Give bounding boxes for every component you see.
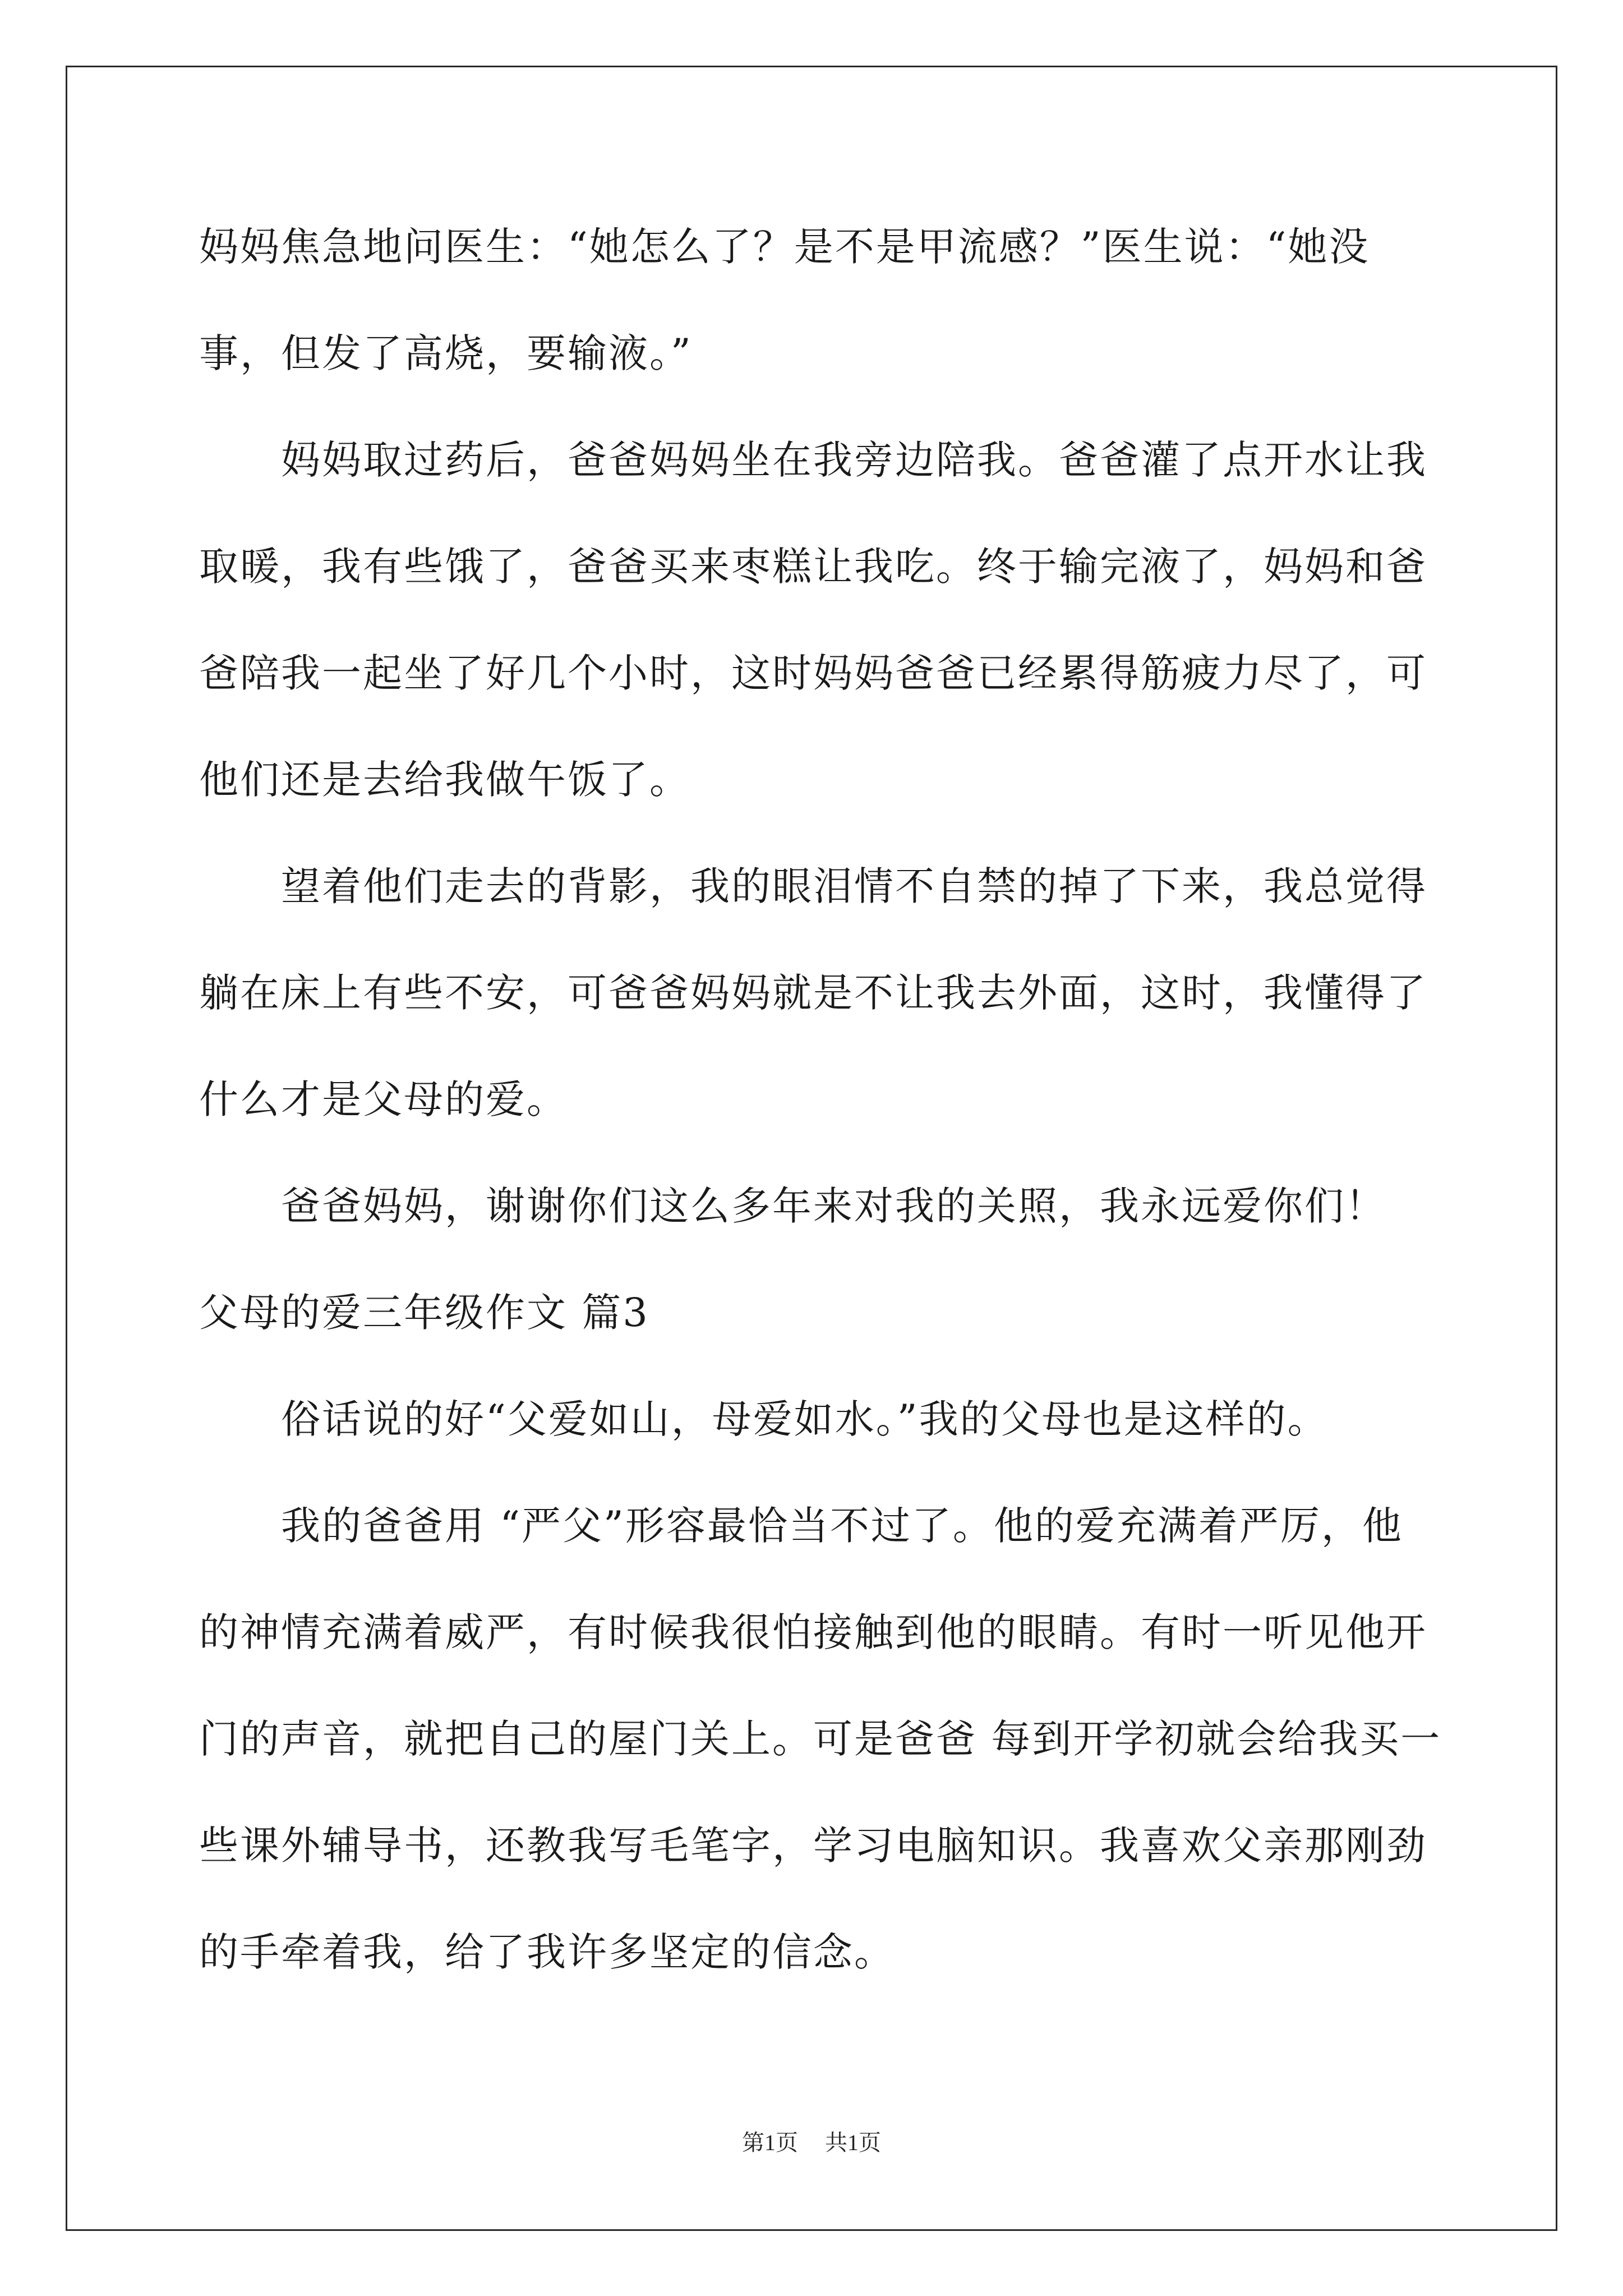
section-heading: 父母的爱三年级作文 篇3 — [199, 1290, 649, 1336]
text-line: 事，但发了高烧，要输液。” — [199, 330, 693, 376]
text-line: 我的爸爸用 “严父”形容最恰当不过了。他的爱充满着严厉，他 — [281, 1503, 1403, 1549]
text-line: 取暖，我有些饿了，爸爸买来枣糕让我吃。终于输完液了，妈妈和爸 — [199, 544, 1427, 590]
page-number: 第1页 — [742, 2130, 798, 2155]
text-line: 望着他们走去的背影，我的眼泪情不自禁的掉了下来，我总觉得 — [281, 863, 1427, 909]
text-line: 妈妈焦急地问医生：“她怎么了？是不是甲流感？”医生说：“她没 — [199, 224, 1370, 270]
page-footer — [0, 2129, 1623, 2157]
text-line: 他们还是去给我做午饭了。 — [199, 757, 690, 803]
text-line: 爸陪我一起坐了好几个小时，这时妈妈爸爸已经累得筋疲力尽了，可 — [199, 650, 1427, 696]
text-line: 什么才是父母的爱。 — [199, 1076, 568, 1122]
text-line: 的神情充满着威严，有时候我很怕接触到他的眼睛。有时一听见他开 — [199, 1609, 1427, 1655]
text-line: 些课外辅导书，还教我写毛笔字，学习电脑知识。我喜欢父亲那刚劲 — [199, 1823, 1427, 1869]
text-line: 躺在床上有些不安，可爸爸妈妈就是不让我去外面，这时，我懂得了 — [199, 970, 1427, 1016]
document-body — [199, 222, 1442, 2033]
text-line: 爸爸妈妈，谢谢你们这么多年来对我的关照，我永远爱你们！ — [281, 1183, 1386, 1229]
text-line: 妈妈取过药后，爸爸妈妈坐在我旁边陪我。爸爸灌了点开水让我 — [281, 437, 1427, 483]
page-total: 共1页 — [825, 2130, 881, 2155]
text-line: 俗话说的好“父爱如山，母爱如水。”我的父母也是这样的。 — [281, 1396, 1329, 1442]
text-line: 门的声音，就把自己的屋门关上。可是爸爸 每到开学初就会给我买一 — [199, 1716, 1442, 1762]
text-line: 的手牵着我，给了我许多坚定的信念。 — [199, 1929, 895, 1975]
